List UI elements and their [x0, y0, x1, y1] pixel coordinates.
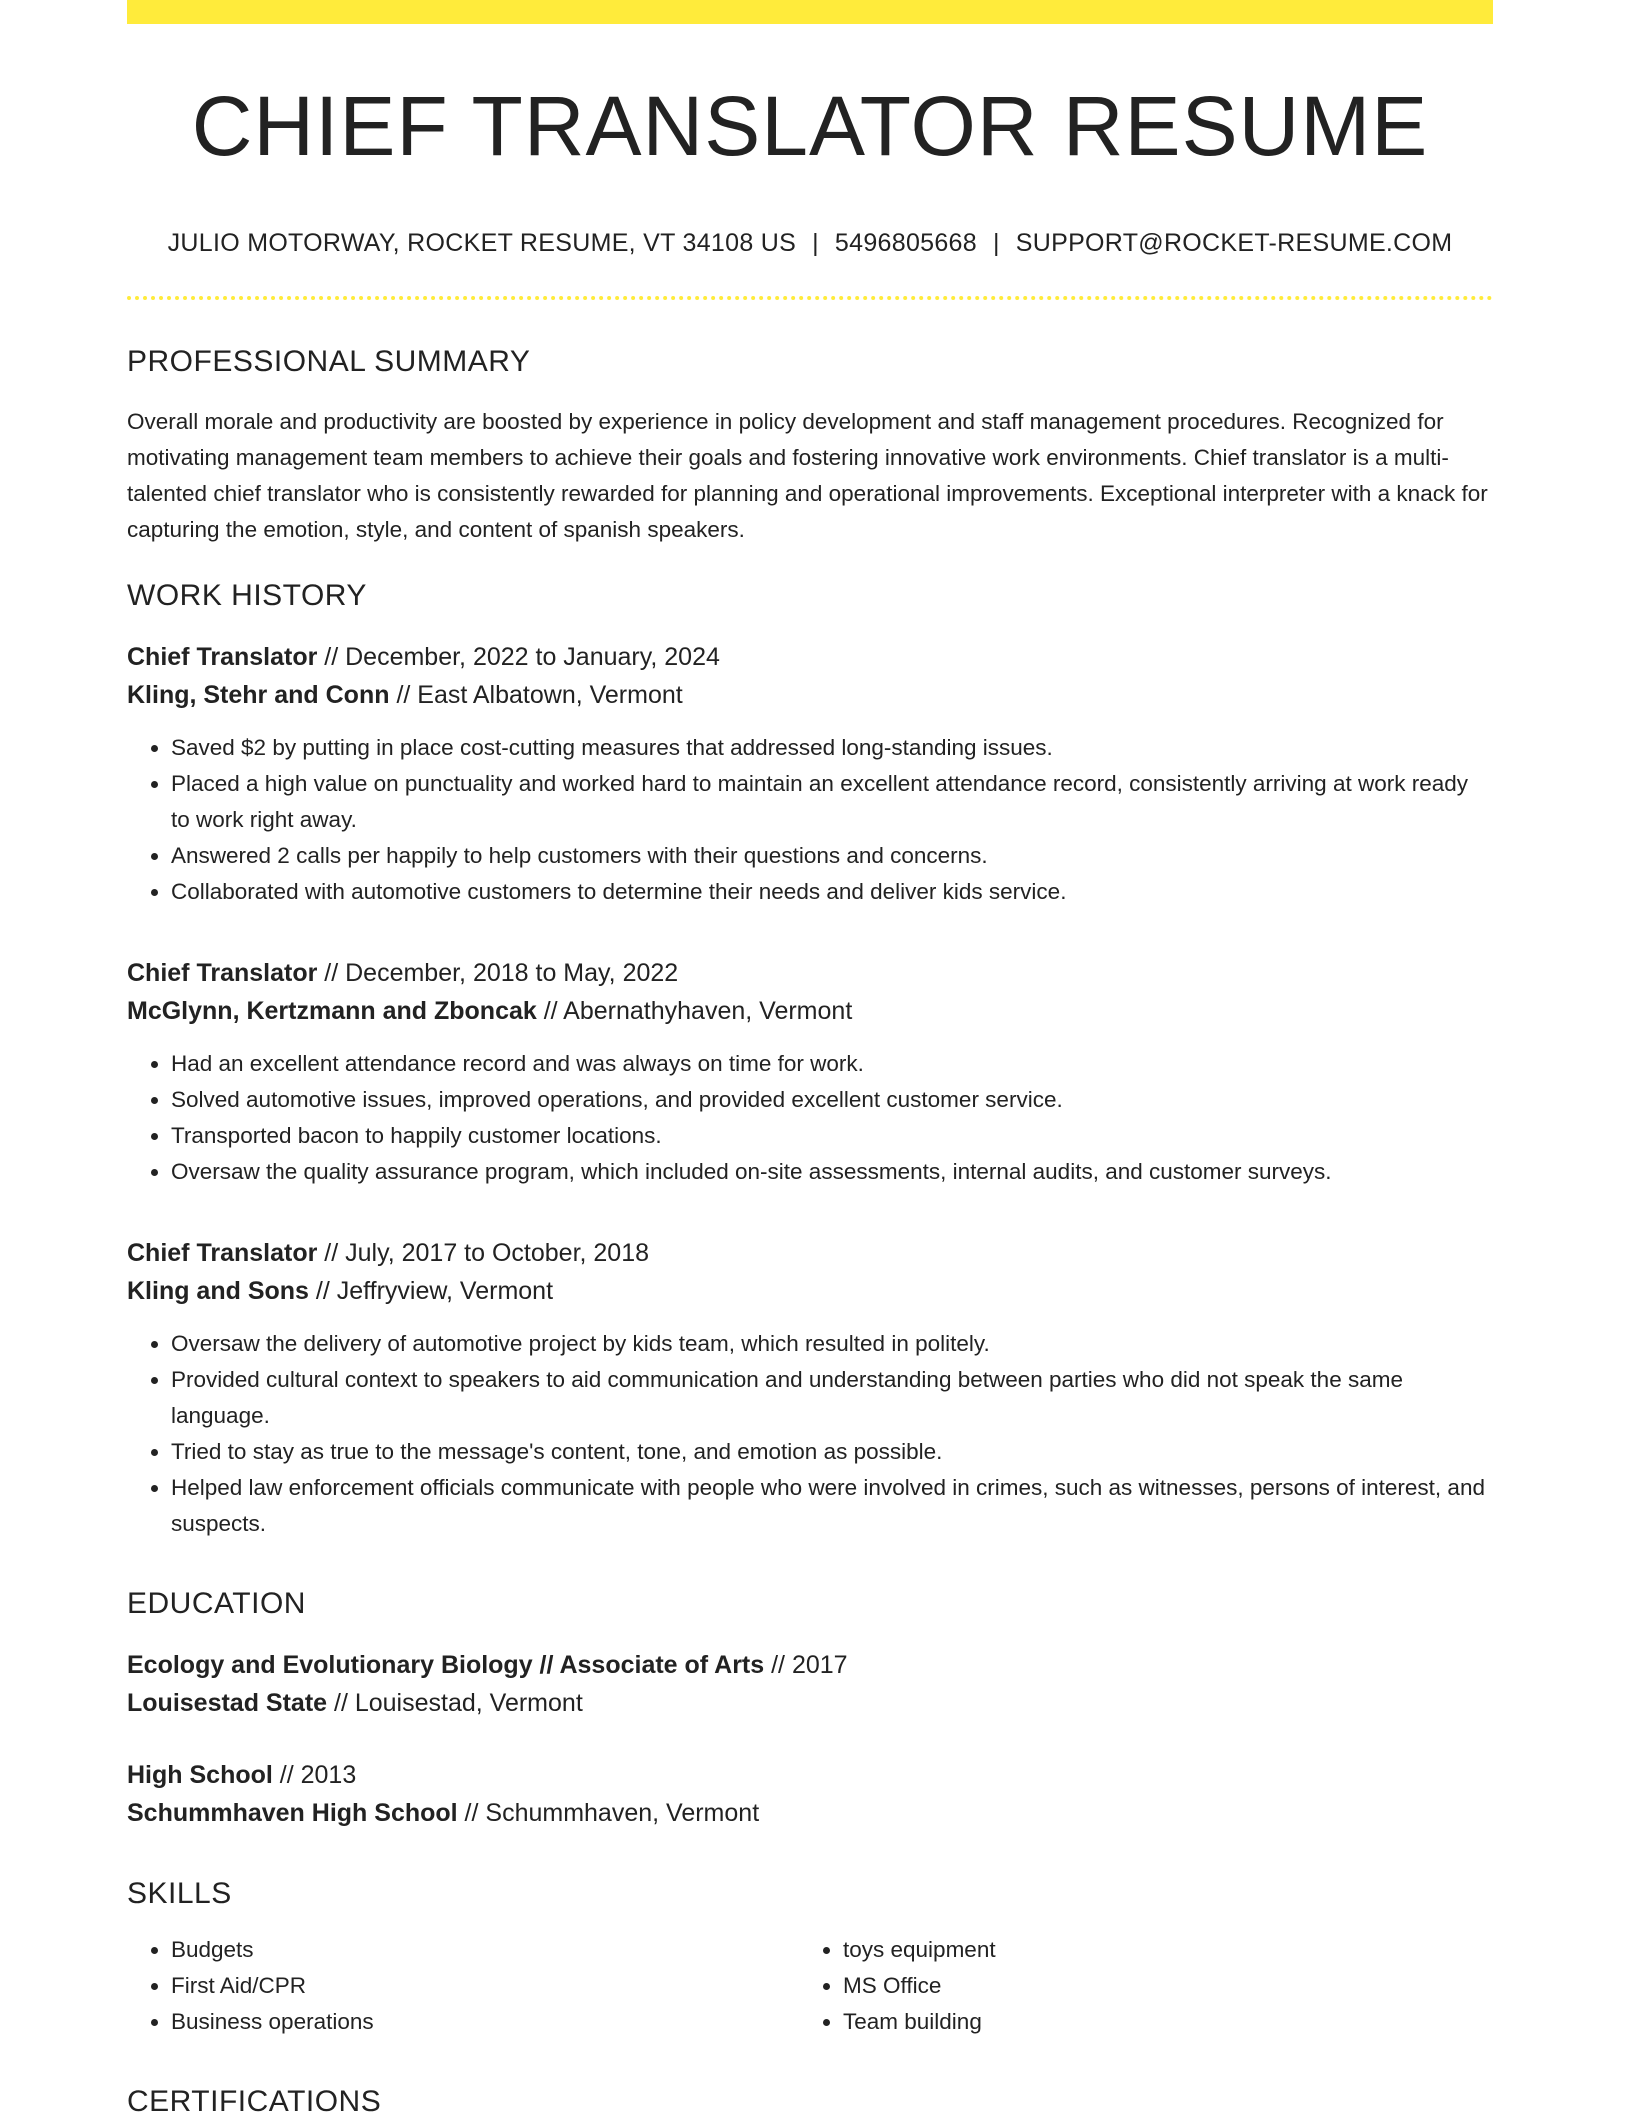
job-employer: McGlynn, Kertzmann and Zboncak — [127, 997, 537, 1026]
job-title: Chief Translator — [127, 643, 318, 672]
education-location: // Schummhaven, Vermont — [457, 1799, 760, 1828]
summary-text: Overall morale and productivity are boosted by experience in policy development and staff management procedures. Recognized for motivating management team members to achieve their goals and fostering innovative work environments. Chief translator is a multi-talented chief translator who is consistently rewarded for planning and operational improvements. Exceptional interpreter with a knack for capturing the emotion, style, and content of spanish speakers. — [127, 409, 1488, 543]
skill-item: • toys equipment — [843, 1932, 1471, 1968]
education-entry — [127, 1756, 1493, 1832]
job-location: // Abernathyhaven, Vermont — [536, 997, 853, 1026]
skills-column-left — [127, 1932, 799, 2040]
education-degree: High School — [127, 1761, 273, 1790]
job-dates: // July, 2017 to October, 2018 — [317, 1239, 650, 1268]
resume-page — [127, 0, 1493, 2120]
job-bullet: • Transported bacon to happily customer locations. — [171, 1118, 1493, 1154]
job-bullets — [127, 730, 1493, 910]
job-employer-line — [127, 992, 1493, 1030]
education-location: // Louisestad, Vermont — [327, 1689, 583, 1718]
contact-email: SUPPORT@ROCKET-RESUME.COM — [1015, 229, 1453, 258]
education-degree-line — [127, 1646, 1493, 1684]
job-bullet: • Answered 2 calls per happily to help customers with their questions and concerns. — [171, 838, 1493, 874]
job-dates: // December, 2022 to January, 2024 — [317, 643, 720, 672]
job-location: // East Albatown, Vermont — [389, 681, 683, 710]
skills-list — [127, 1932, 1493, 2040]
job-bullet: • Placed a high value on punctuality and worked hard to maintain an excellent attendance record, consistently arriving at work ready to work right away. — [171, 766, 1493, 838]
resume-title: CHIEF TRANSLATOR RESUME — [191, 79, 1429, 173]
education-year: // 2013 — [272, 1761, 357, 1790]
job-employer: Kling, Stehr and Conn — [127, 681, 390, 710]
education-degree-line — [127, 1756, 1493, 1794]
work-history-heading: WORK HISTORY — [127, 579, 367, 613]
education-school: Louisestad State — [127, 1689, 328, 1718]
contact-phone: 5496805668 — [834, 229, 977, 258]
job-bullet: • Had an excellent attendance record and was always on time for work. — [171, 1046, 1493, 1082]
job-employer-line — [127, 676, 1493, 714]
job-bullet: • Oversaw the quality assurance program, which included on-site assessments, internal audits, and customer surveys. — [171, 1154, 1493, 1190]
skills-heading: SKILLS — [127, 1877, 232, 1911]
job-title-line — [127, 638, 1493, 676]
job-entry — [127, 638, 1493, 910]
education-year: // 2017 — [764, 1651, 848, 1680]
education-heading: EDUCATION — [127, 1587, 306, 1621]
contact-line — [127, 228, 1493, 258]
job-location: // Jeffryview, Vermont — [308, 1277, 554, 1306]
skill-item: • Business operations — [171, 2004, 799, 2040]
skills-column-right — [799, 1932, 1471, 2040]
job-bullets — [127, 1046, 1493, 1190]
skill-item: • MS Office — [843, 1968, 1471, 2004]
education-school: Schummhaven High School — [127, 1799, 458, 1828]
job-entry — [127, 954, 1493, 1190]
header-divider — [127, 296, 1493, 300]
job-bullet: • Collaborated with automotive customers to determine their needs and deliver kids service. — [171, 874, 1493, 910]
summary-heading: PROFESSIONAL SUMMARY — [127, 345, 531, 379]
job-title-line — [127, 1234, 1493, 1272]
job-entry — [127, 1234, 1493, 1542]
job-employer: Kling and Sons — [127, 1277, 309, 1306]
job-bullet: • Tried to stay as true to the message's content, tone, and emotion as possible. — [171, 1434, 1493, 1470]
job-employer-line — [127, 1272, 1493, 1310]
job-title: Chief Translator — [127, 1239, 318, 1268]
education-degree: Ecology and Evolutionary Biology // Associate of Arts — [127, 1651, 765, 1680]
contact-address: JULIO MOTORWAY, ROCKET RESUME, VT 34108 US — [167, 229, 797, 258]
education-school-line — [127, 1684, 1493, 1722]
job-title: Chief Translator — [127, 959, 318, 988]
skill-item: • Team building — [843, 2004, 1471, 2040]
job-bullet: • Oversaw the delivery of automotive project by kids team, which resulted in politely. — [171, 1326, 1493, 1362]
job-title-line — [127, 954, 1493, 992]
contact-separator: | — [992, 229, 1000, 258]
job-bullet: • Helped law enforcement officials communicate with people who were involved in crimes, such as witnesses, persons of interest, and suspects. — [171, 1470, 1493, 1542]
skill-item: • Budgets — [171, 1932, 799, 1968]
education-school-line — [127, 1794, 1493, 1832]
job-bullet: • Saved $2 by putting in place cost-cutting measures that addressed long-standing issues. — [171, 730, 1493, 766]
education-entry — [127, 1646, 1493, 1722]
job-dates: // December, 2018 to May, 2022 — [317, 959, 679, 988]
job-bullets — [127, 1326, 1493, 1542]
contact-separator: | — [812, 229, 819, 258]
certifications-heading: CERTIFICATIONS — [127, 2085, 382, 2119]
top-accent-bar — [127, 0, 1493, 24]
job-bullet: • Solved automotive issues, improved operations, and provided excellent customer service. — [171, 1082, 1493, 1118]
skill-item: • First Aid/CPR — [171, 1968, 799, 2004]
job-bullet: • Provided cultural context to speakers to aid communication and understanding between parties who did not speak the same language. — [171, 1362, 1493, 1434]
